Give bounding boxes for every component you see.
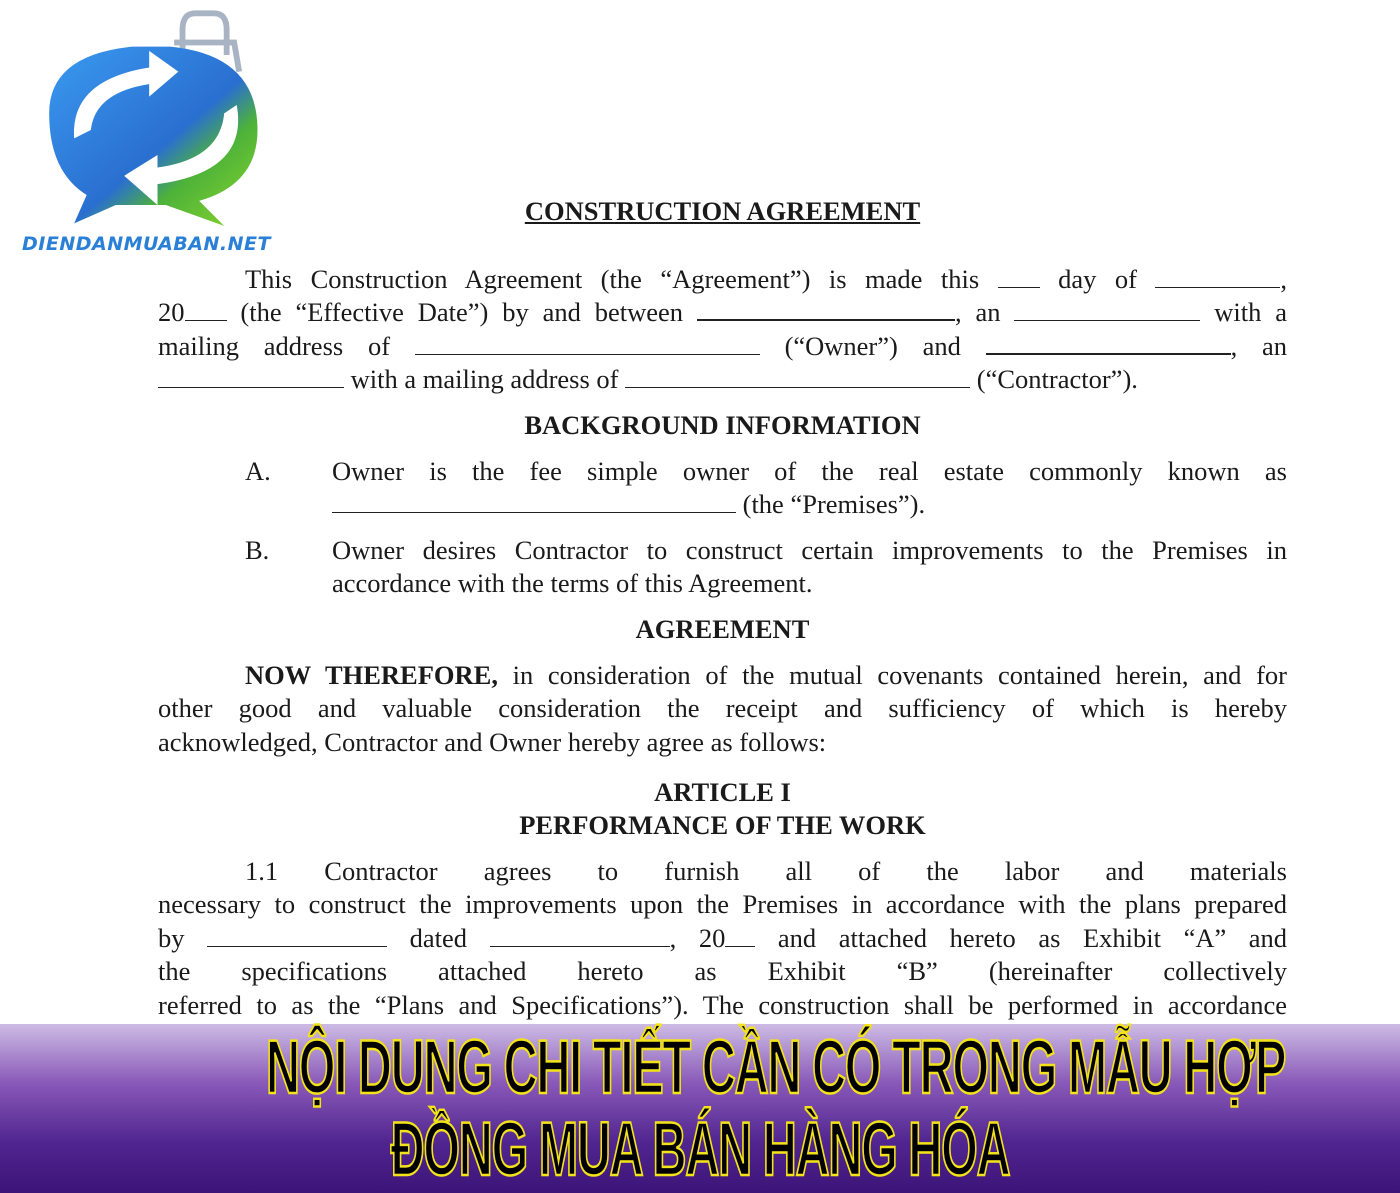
article-heading: ARTICLE I bbox=[654, 777, 791, 807]
now-therefore-line-1: NOW THEREFORE, in consideration of the mutual covenants contained herein, and for bbox=[245, 660, 1287, 690]
article-line-1: 1.1 Contractor agrees to furnish all of the labor and materials bbox=[245, 856, 1287, 886]
background-heading: BACKGROUND INFORMATION bbox=[524, 410, 921, 440]
recital-letter-a: A. bbox=[245, 456, 271, 486]
agreement-heading: AGREEMENT bbox=[635, 614, 810, 644]
article-line-3: by dated , 20 and attached hereto as Exhibit “A” and bbox=[158, 923, 1288, 953]
logo-text: DIENDANMUABAN.NET bbox=[22, 233, 271, 255]
recital-a-line-1: Owner is the fee simple owner of the real estate commonly known as bbox=[332, 456, 1287, 486]
document-title: CONSTRUCTION AGREEMENT bbox=[524, 196, 921, 226]
intro-line-2: 20 (the “Effective Date”) by and between , an with a bbox=[158, 297, 1288, 327]
recital-a-line-2: (the “Premises”). bbox=[332, 487, 1287, 521]
now-therefore-line-2: other good and valuable consideration the receipt and sufficiency of which is hereby bbox=[158, 693, 1287, 723]
recital-b-line-2: accordance with the terms of this Agreement. bbox=[332, 568, 813, 598]
intro-line-3: mailing address of (“Owner”) and , an bbox=[158, 331, 1288, 361]
intro-line-4: with a mailing address of (“Contractor”). bbox=[158, 362, 1287, 396]
banner-title-line-2: ĐỒNG MUA BÁN HÀNG HÓA bbox=[390, 1107, 1010, 1192]
recital-letter-b: B. bbox=[245, 535, 270, 565]
intro-line-1: This Construction Agreement (the “Agreement”) is made this day of , bbox=[245, 264, 1288, 294]
article-line-2: necessary to construct the improvements upon the Premises in accordance with the plans prepared bbox=[158, 889, 1287, 919]
now-therefore-line-3: acknowledged, Contractor and Owner hereby agree as follows: bbox=[158, 727, 827, 757]
article-line-5: referred to as the “Plans and Specifications”). The construction shall be performed in accordance bbox=[158, 990, 1287, 1020]
article-title: PERFORMANCE OF THE WORK bbox=[519, 810, 926, 840]
banner-title-line-1: NỘI DUNG CHI TIẾT CẦN CÓ TRONG MẪU HỢP bbox=[266, 1025, 1286, 1110]
article-line-4: the specifications attached hereto as Exhibit “B” (hereinafter collectively bbox=[158, 956, 1287, 986]
recital-b-line-1: Owner desires Contractor to construct certain improvements to the Premises in bbox=[332, 535, 1287, 565]
